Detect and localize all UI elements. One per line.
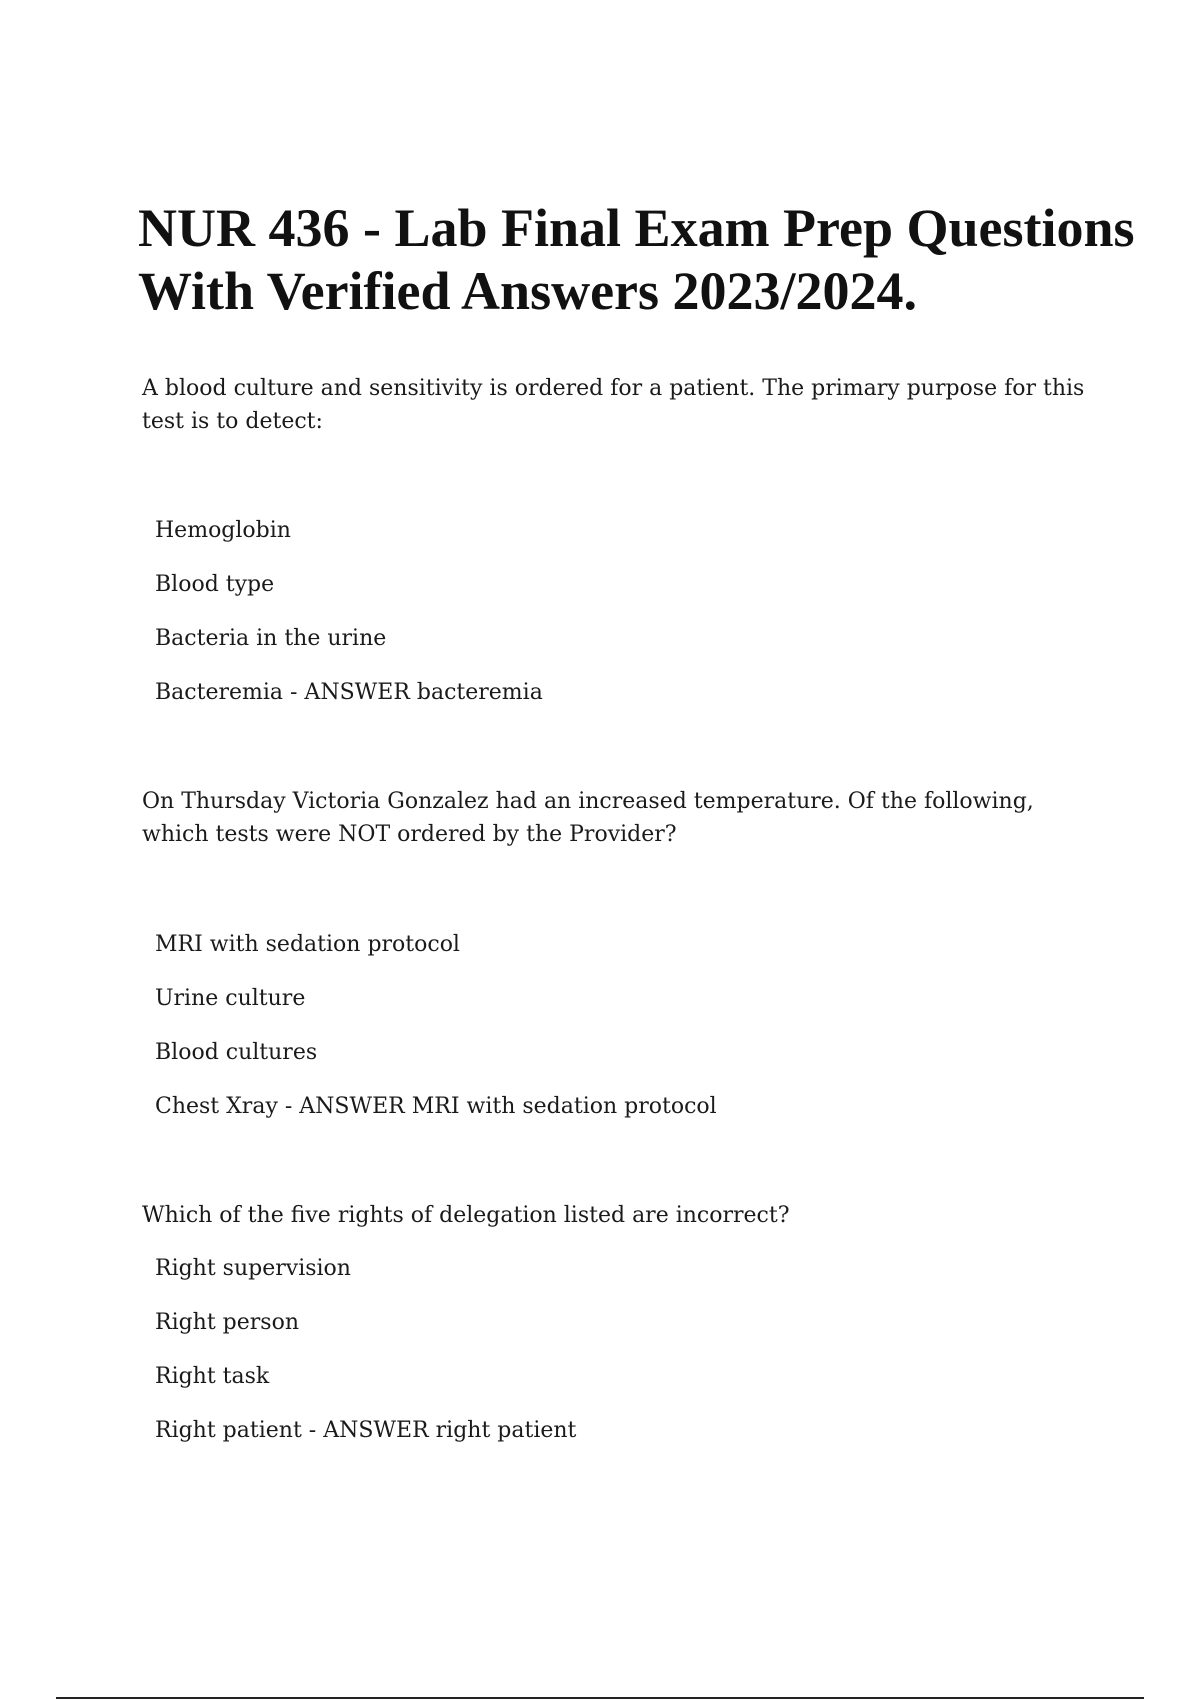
question-2-option: Blood cultures — [155, 1040, 318, 1065]
question-2-prompt: On Thursday Victoria Gonzalez had an increased temperature. Of the following, which tests were NOT ordered by the Provider? — [142, 789, 1034, 847]
question-3-option: Right task — [155, 1364, 270, 1389]
question-3-option-answer: Right patient - ANSWER right patient — [155, 1418, 577, 1443]
question-2-option-answer: Chest Xray - ANSWER MRI with sedation protocol — [155, 1094, 717, 1119]
question-1-option: Hemoglobin — [155, 518, 291, 543]
document-title: NUR 436 - Lab Final Exam Prep Questions With Verified Answers 2023/2024. — [138, 198, 1135, 321]
question-1-option-answer: Bacteremia - ANSWER bacteremia — [155, 680, 543, 705]
question-2-option: MRI with sedation protocol — [155, 932, 460, 957]
question-2-option: Urine culture — [155, 986, 306, 1011]
question-1-option: Blood type — [155, 572, 275, 597]
question-3-option: Right supervision — [155, 1256, 351, 1281]
question-1-options — [155, 516, 543, 732]
footer-divider — [56, 1697, 1144, 1699]
question-1-option: Bacteria in the urine — [155, 626, 387, 651]
question-3-option: Right person — [155, 1310, 300, 1335]
question-1-prompt: A blood culture and sensitivity is ordered for a patient. The primary purpose for this test is to detect: — [142, 376, 1085, 434]
question-3-prompt: Which of the five rights of delegation listed are incorrect? — [142, 1203, 790, 1228]
question-2-options — [155, 930, 717, 1146]
question-3-options — [155, 1254, 576, 1470]
